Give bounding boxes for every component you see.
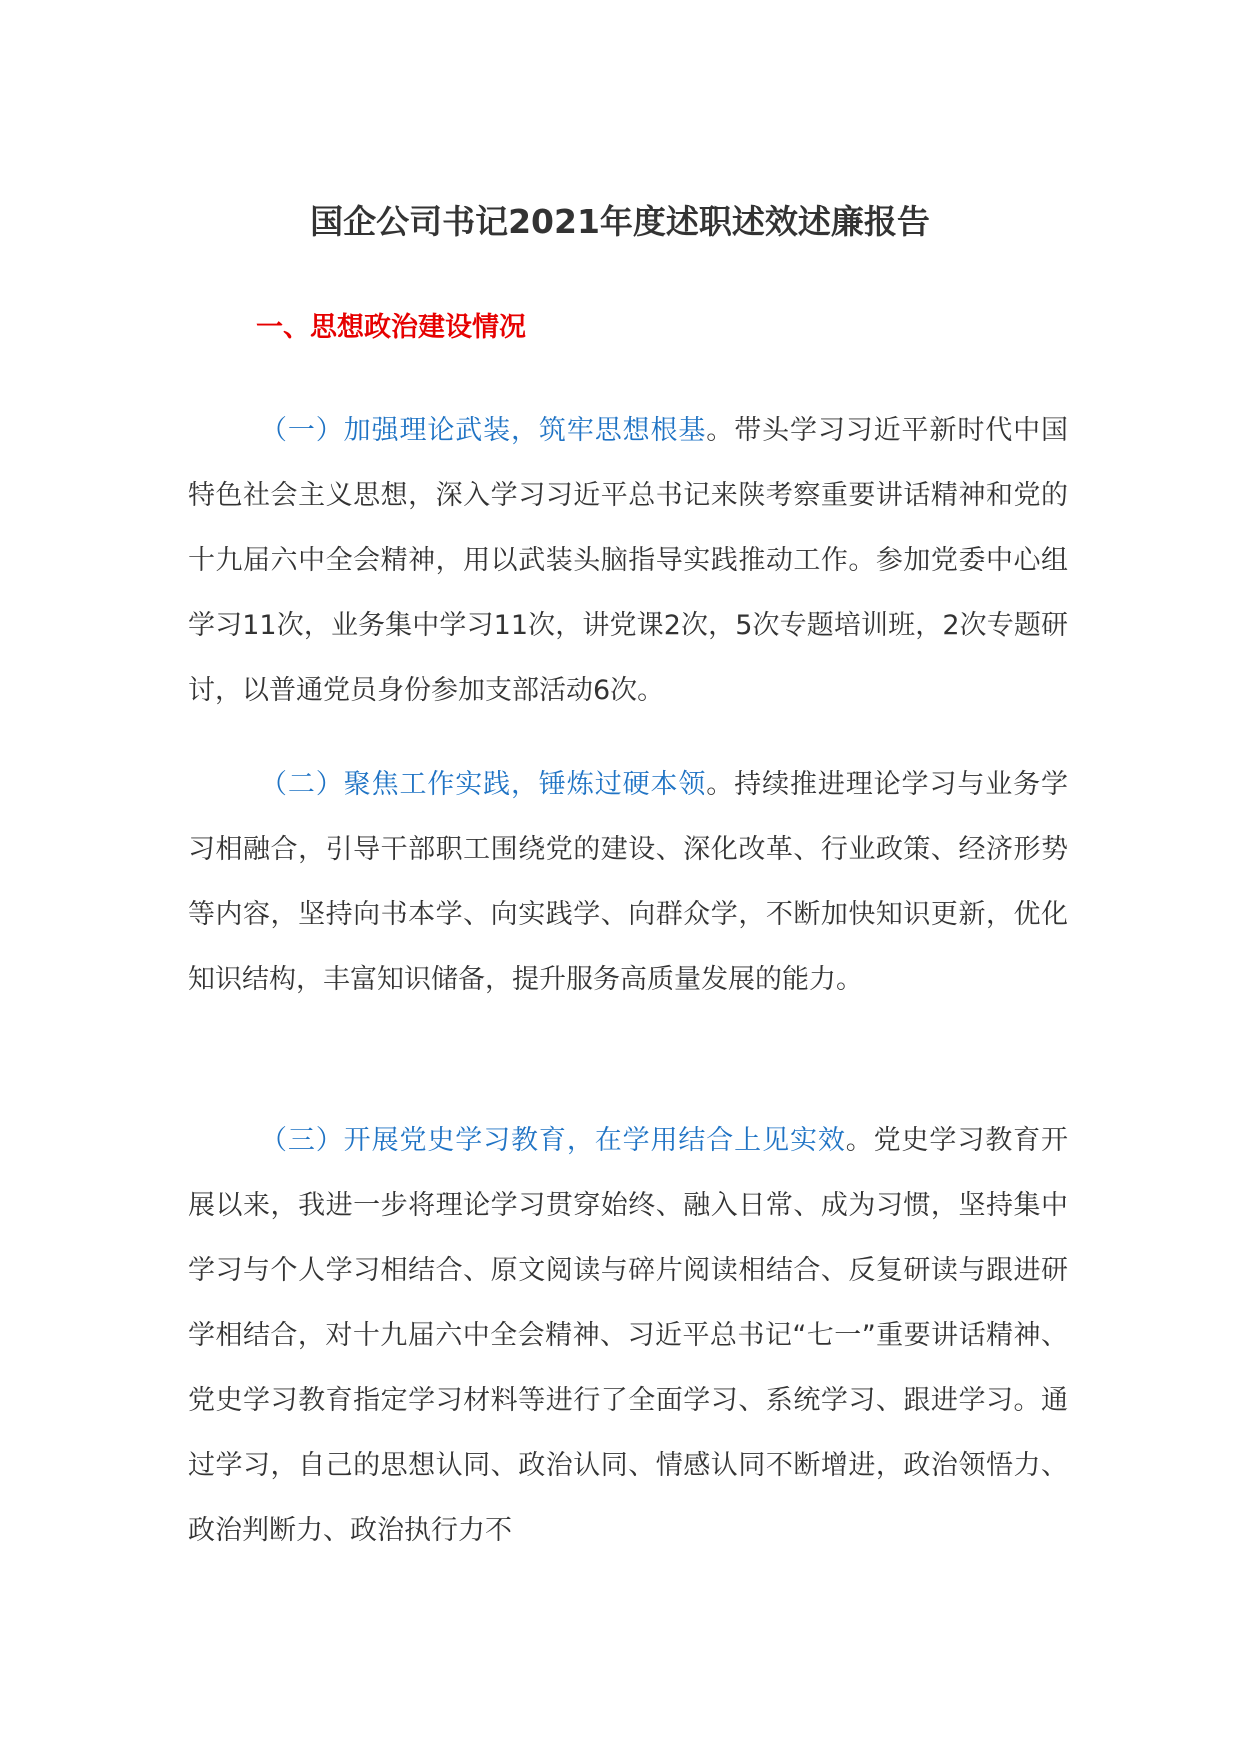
paragraph-3-body: 。党史学习教育开展以来，我进一步将理论学习贯穿始终、融入日常、成为习惯，坚持集中学习与个人学习相结合、原文阅读与碎片阅读相结合、反复研读与跟进研学相结合，对十九届六中全会精神、习近平总书记“七一”重要讲话精神、党史学习教育指定学习材料等进行了全面学习、系统学习、跟进学习。通过学习，自己的思想认同、政治认同、情感认同不断增进，政治领悟力、政治判断力、政治执行力不 [188, 1125, 1068, 1546]
document-title: 国企公司书记2021年度述职述效述廉报告 [310, 202, 930, 241]
paragraph-2 [188, 752, 1068, 1012]
paragraph-2-subheading: （二）聚焦工作实践，锤炼过硬本领 [260, 769, 707, 800]
paragraph-1-subheading: （一）加强理论武装，筑牢思想根基 [260, 415, 707, 446]
section-heading: 一、思想政治建设情况 [256, 312, 526, 343]
paragraph-1-body: 。带头学习习近平新时代中国特色社会主义思想，深入学习习近平总书记来陕考察重要讲话精神和党的十九届六中全会精神，用以武装头脑指导实践推动工作。参加党委中心组学习11次，业务集中学习11次，讲党课2次，5次专题培训班，2次专题研讨，以普通党员身份参加支部活动6次。 [188, 415, 1069, 706]
paragraph-1 [188, 398, 1068, 723]
paragraph-2-body: 。持续推进理论学习与业务学习相融合，引导干部职工围绕党的建设、深化改革、行业政策、经济形势等内容，坚持向书本学、向实践学、向群众学，不断加快知识更新，优化知识结构，丰富知识储备，提升服务高质量发展的能力。 [188, 769, 1069, 995]
paragraph-3 [188, 1108, 1068, 1563]
paragraph-3-subheading: （三）开展党史学习教育，在学用结合上见实效 [260, 1125, 846, 1156]
